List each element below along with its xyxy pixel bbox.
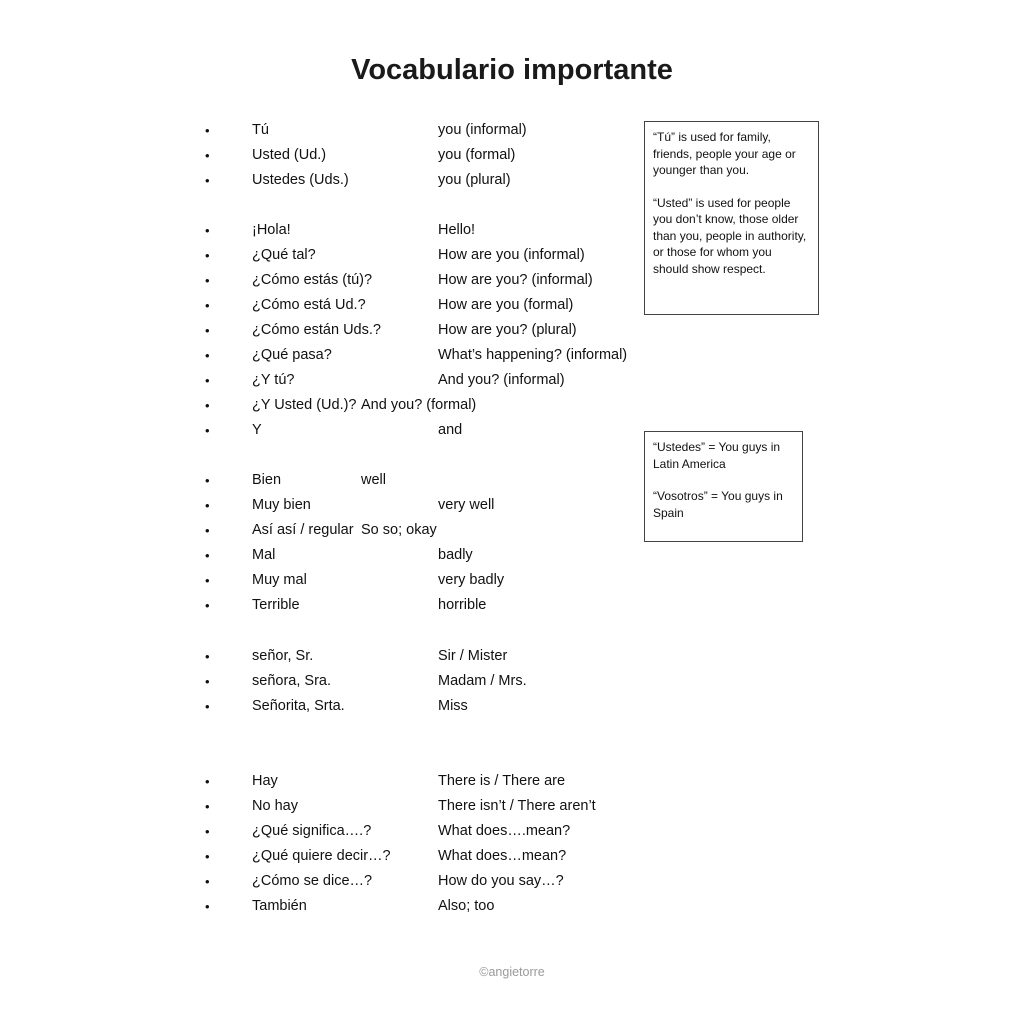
bullet-icon: • — [205, 498, 210, 513]
bullet-icon: • — [205, 323, 210, 338]
vocab-meaning: Sir / Mister — [438, 648, 508, 664]
vocab-meaning: What does…mean? — [438, 848, 567, 864]
bullet-icon: • — [205, 849, 210, 864]
vocab-term: Muy bien — [252, 497, 311, 513]
vocab-term: ¿Qué quiere decir…? — [252, 848, 391, 864]
bullet-icon: • — [205, 273, 210, 288]
vocab-meaning: What does….mean? — [438, 823, 571, 839]
note-text: “Ustedes” = You guys in Latin America — [653, 440, 781, 471]
vocab-term: señora, Sra. — [252, 673, 331, 689]
vocab-term: ¿Cómo se dice…? — [252, 873, 373, 889]
vocab-item-como-estan — [0, 318, 660, 343]
bullet-icon: • — [205, 548, 210, 563]
vocab-item-que-quiere-decir — [0, 844, 660, 869]
vocab-term: Ustedes (Uds.) — [252, 172, 349, 188]
bullet-icon: • — [205, 874, 210, 889]
vocab-item-ustedes — [0, 168, 660, 193]
vocab-item-no-hay — [0, 794, 660, 819]
vocab-term: No hay — [252, 798, 298, 814]
vocab-term: Mal — [252, 547, 276, 563]
bullet-icon: • — [205, 649, 210, 664]
bullet-icon: • — [205, 899, 210, 914]
vocab-meaning: And you? (informal) — [438, 372, 565, 388]
vocab-item-senor — [0, 644, 660, 669]
vocab-meaning: Miss — [438, 698, 468, 714]
vocab-term: Hay — [252, 773, 278, 789]
vocab-item-hola — [0, 218, 660, 243]
note-box-tu-usted — [644, 121, 819, 315]
vocab-item-como-se-dice — [0, 869, 660, 894]
vocab-meaning: There is / There are — [438, 773, 566, 789]
vocab-item-y-tu — [0, 368, 660, 393]
vocab-meaning: you (informal) — [438, 122, 527, 138]
copyright-text: ©angietorre — [479, 965, 545, 979]
vocab-term: Tú — [252, 122, 269, 138]
vocab-item-muy-mal — [0, 568, 660, 593]
vocab-term: ¿Qué pasa? — [252, 347, 332, 363]
bullet-icon: • — [205, 699, 210, 714]
vocab-term: Señorita, Srta. — [252, 698, 345, 714]
vocab-item-hay — [0, 769, 660, 794]
bullet-icon: • — [205, 348, 210, 363]
bullet-icon: • — [205, 223, 210, 238]
vocab-term: ¡Hola! — [252, 222, 291, 238]
vocab-item-que-significa — [0, 819, 660, 844]
vocab-term: ¿Cómo está Ud.? — [252, 297, 366, 313]
vocab-item-mal — [0, 543, 660, 568]
bullet-icon: • — [205, 298, 210, 313]
vocab-item-terrible — [0, 593, 660, 618]
note-box-ustedes-vosotros — [644, 431, 803, 542]
vocab-item-y-usted — [0, 393, 660, 418]
vocab-meaning: There isn’t / There aren’t — [438, 798, 596, 814]
vocab-meaning: Also; too — [438, 898, 495, 914]
vocab-term: ¿Y tú? — [252, 372, 295, 388]
vocab-meaning: Hello! — [438, 222, 476, 238]
vocab-item-que-tal — [0, 243, 660, 268]
page-title: Vocabulario importante — [351, 54, 673, 86]
vocab-meaning: How are you (formal) — [438, 297, 574, 313]
vocab-meaning: How are you (informal) — [438, 247, 585, 263]
vocab-term: También — [252, 898, 307, 914]
bullet-icon: • — [205, 423, 210, 438]
vocab-meaning: And you? (formal) — [361, 397, 477, 413]
vocab-term: ¿Cómo están Uds.? — [252, 322, 381, 338]
vocab-meaning: How do you say…? — [438, 873, 564, 889]
vocab-item-usted — [0, 143, 660, 168]
vocab-meaning: What’s happening? (informal) — [438, 347, 628, 363]
vocab-meaning: Madam / Mrs. — [438, 673, 527, 689]
vocab-term: ¿Cómo estás (tú)? — [252, 272, 373, 288]
bullet-icon: • — [205, 473, 210, 488]
vocab-term: Y — [252, 422, 262, 438]
vocab-meaning: very well — [438, 497, 495, 513]
vocab-term: ¿Qué tal? — [252, 247, 316, 263]
bullet-icon: • — [205, 573, 210, 588]
vocab-meaning: badly — [438, 547, 473, 563]
vocab-item-asi-asi — [0, 518, 660, 543]
vocab-item-tambien — [0, 894, 660, 919]
vocab-term: Bien — [252, 472, 282, 488]
note-text: “Vosotros” = You guys in Spain — [653, 489, 783, 520]
vocab-term: señor, Sr. — [252, 648, 314, 664]
vocab-meaning: and — [438, 422, 463, 438]
vocab-term: Usted (Ud.) — [252, 147, 327, 163]
bullet-icon: • — [205, 824, 210, 839]
bullet-icon: • — [205, 774, 210, 789]
vocab-item-senorita — [0, 694, 660, 719]
vocab-item-que-pasa — [0, 343, 660, 368]
note-text: “Tú” is used for family, friends, people your age or younger than you. — [653, 130, 796, 177]
vocab-term: ¿Qué significa….? — [252, 823, 372, 839]
bullet-icon: • — [205, 598, 210, 613]
vocab-meaning: well — [361, 472, 386, 488]
vocab-item-bien — [0, 468, 660, 493]
bullet-icon: • — [205, 148, 210, 163]
vocab-meaning: How are you? (plural) — [438, 322, 577, 338]
vocab-item-senora — [0, 669, 660, 694]
bullet-icon: • — [205, 373, 210, 388]
bullet-icon: • — [205, 248, 210, 263]
bullet-icon: • — [205, 523, 210, 538]
note-text: “Usted” is used for people you don’t know, those older than you, people in authority, or those for whom you should show respect. — [653, 195, 807, 276]
vocab-item-tu — [0, 118, 660, 143]
bullet-icon: • — [205, 123, 210, 138]
vocab-item-como-estas — [0, 268, 660, 293]
vocab-meaning: How are you? (informal) — [438, 272, 593, 288]
vocab-item-como-esta — [0, 293, 660, 318]
bullet-icon: • — [205, 398, 210, 413]
vocab-term: Muy mal — [252, 572, 307, 588]
vocab-meaning: you (plural) — [438, 172, 511, 188]
vocab-meaning: very badly — [438, 572, 505, 588]
vocab-meaning: So so; okay — [361, 522, 437, 538]
vocab-item-muy-bien — [0, 493, 660, 518]
bullet-icon: • — [205, 173, 210, 188]
vocab-term: ¿Y Usted (Ud.)? — [252, 397, 357, 413]
vocab-meaning: horrible — [438, 597, 487, 613]
vocab-meaning: you (formal) — [438, 147, 516, 163]
vocab-term: Terrible — [252, 597, 300, 613]
vocab-item-y — [0, 418, 660, 443]
bullet-icon: • — [205, 799, 210, 814]
bullet-icon: • — [205, 674, 210, 689]
vocab-term: Así así / regular — [252, 522, 354, 538]
